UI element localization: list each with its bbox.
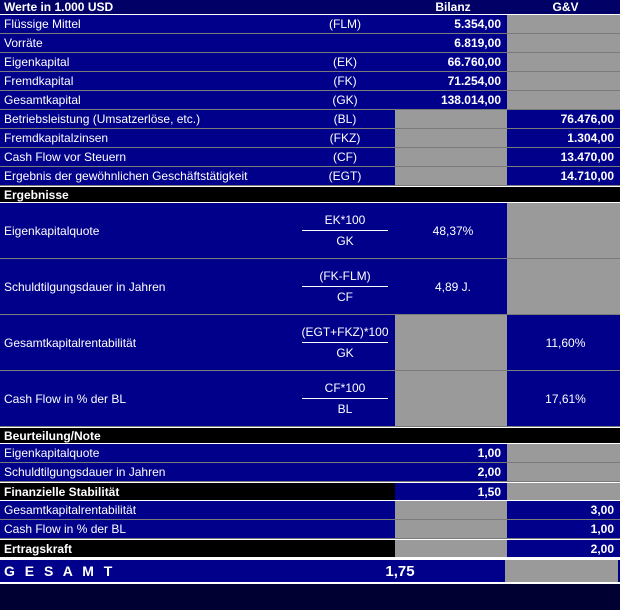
formula-divider (302, 342, 388, 343)
table-header (0, 0, 620, 15)
ratio-label: Eigenkapitalquote (0, 203, 295, 258)
formula-numerator: (EGT+FKZ)*100 (301, 325, 389, 339)
ratio-label: Cash Flow in % der BL (0, 371, 295, 426)
ratio-gv-value: 11,60% (507, 315, 620, 370)
row-gv-value (507, 53, 620, 71)
table-row (0, 167, 620, 186)
row-label: Cash Flow vor Steuern (0, 148, 295, 166)
rating-gv-note: 3,00 (507, 501, 620, 519)
rating-bilanz-note: 1,50 (395, 483, 507, 500)
formula-denominator: GK (336, 234, 354, 248)
ratio-row (0, 371, 620, 427)
ratio-gv-value: 17,61% (507, 371, 620, 426)
table-row (0, 15, 620, 34)
table-row (0, 129, 620, 148)
header-title: Werte in 1.000 USD (4, 0, 114, 14)
ratio-formula (295, 259, 395, 314)
formula-denominator: GK (336, 346, 354, 360)
total-empty-cell (505, 560, 618, 582)
ratio-formula (295, 203, 395, 258)
row-gv-value (507, 34, 620, 52)
rating-spacer (295, 483, 395, 500)
row-bilanz-value: 138.014,00 (395, 91, 507, 109)
formula-divider (302, 398, 388, 399)
rating-label: Schuldtilgungsdauer in Jahren (0, 463, 295, 481)
rating-label: Ertragskraft (4, 541, 73, 556)
formula-denominator: BL (337, 402, 353, 416)
row-label: Fremdkapitalzinsen (0, 129, 295, 147)
row-abbr: (BL) (295, 110, 395, 128)
rating-section (0, 444, 620, 558)
ratio-bilanz-value: 48,37% (395, 203, 507, 258)
results-section (0, 203, 620, 427)
ratio-bilanz-value (395, 315, 507, 370)
row-gv-value: 14.710,00 (507, 167, 620, 185)
table-row (0, 72, 620, 91)
rating-bilanz-note: 1,00 (395, 444, 507, 462)
rating-spacer (295, 520, 395, 538)
ratio-label: Gesamtkapitalrentabilität (0, 315, 295, 370)
ratio-row (0, 203, 620, 259)
rating-gv-note (507, 483, 620, 500)
row-abbr: (EK) (295, 53, 395, 71)
formula-divider (302, 230, 388, 231)
rating-spacer (295, 444, 395, 462)
rating-row (0, 444, 620, 463)
rating-label: Gesamtkapitalrentabilität (0, 501, 295, 519)
header-abbr-spacer (295, 0, 395, 14)
rating-label: Eigenkapitalquote (0, 444, 295, 462)
row-abbr: (CF) (295, 148, 395, 166)
rating-subtotal-row (0, 482, 620, 501)
section-rating-spacer3 (507, 428, 620, 443)
rating-spacer (295, 501, 395, 519)
rating-bilanz-note (395, 501, 507, 519)
row-label: Gesamtkapital (0, 91, 295, 109)
row-label: Eigenkapital (0, 53, 295, 71)
rating-gv-note (507, 444, 620, 462)
row-bilanz-value (395, 110, 507, 128)
row-gv-value (507, 15, 620, 33)
row-abbr: (GK) (295, 91, 395, 109)
section-header-rating (0, 427, 620, 444)
rating-label: Finanzielle Stabilität (4, 484, 120, 499)
row-abbr: (FK) (295, 72, 395, 90)
row-bilanz-value (395, 148, 507, 166)
row-abbr: (EGT) (295, 167, 395, 185)
rating-gv-note: 2,00 (507, 540, 620, 557)
row-label: Flüssige Mittel (0, 15, 295, 33)
section-results-spacer2 (395, 187, 507, 202)
rating-gv-note (507, 463, 620, 481)
rating-bilanz-note: 2,00 (395, 463, 507, 481)
table-row (0, 148, 620, 167)
row-label: Fremdkapital (0, 72, 295, 90)
row-bilanz-value: 6.819,00 (395, 34, 507, 52)
rating-gv-note: 1,00 (507, 520, 620, 538)
rating-spacer (295, 463, 395, 481)
row-gv-value (507, 91, 620, 109)
table-row (0, 34, 620, 53)
rating-row (0, 520, 620, 539)
ratio-bilanz-value: 4,89 J. (395, 259, 507, 314)
row-abbr (295, 34, 395, 52)
table-row (0, 53, 620, 72)
row-label: Betriebsleistung (Umsatzerlöse, etc.) (0, 110, 295, 128)
rating-row (0, 463, 620, 482)
section-rating-spacer2 (395, 428, 507, 443)
row-bilanz-value: 5.354,00 (395, 15, 507, 33)
header-gv: G&V (552, 0, 579, 14)
ratio-bilanz-value (395, 371, 507, 426)
section-header-results (0, 186, 620, 203)
row-bilanz-value: 66.760,00 (395, 53, 507, 71)
ratio-row (0, 315, 620, 371)
ratio-row (0, 259, 620, 315)
row-gv-value: 1.304,00 (507, 129, 620, 147)
ratio-formula (295, 315, 395, 370)
formula-denominator: CF (337, 290, 353, 304)
row-abbr: (FKZ) (295, 129, 395, 147)
formula-numerator: (FK-FLM) (319, 269, 371, 283)
row-bilanz-value (395, 167, 507, 185)
section-results-spacer3 (507, 187, 620, 202)
ratio-label: Schuldtilgungsdauer in Jahren (0, 259, 295, 314)
formula-numerator: EK*100 (324, 213, 366, 227)
values-section (0, 15, 620, 186)
rating-row (0, 501, 620, 520)
formula-numerator: CF*100 (324, 381, 366, 395)
ratio-gv-value (507, 259, 620, 314)
table-row (0, 91, 620, 110)
row-bilanz-value: 71.254,00 (395, 72, 507, 90)
section-results-label: Ergebnisse (4, 187, 69, 202)
row-bilanz-value (395, 129, 507, 147)
row-gv-value: 76.476,00 (507, 110, 620, 128)
ratio-gv-value (507, 203, 620, 258)
section-rating-spacer1 (295, 428, 395, 443)
rating-subtotal-row (0, 539, 620, 558)
rating-label: Cash Flow in % der BL (0, 520, 295, 538)
section-results-spacer1 (295, 187, 395, 202)
row-abbr: (FLM) (295, 15, 395, 33)
row-label: Ergebnis der gewöhnlichen Geschäftstätigkeit (0, 167, 295, 185)
table-row (0, 110, 620, 129)
total-value: 1,75 (385, 562, 415, 580)
row-gv-value (507, 72, 620, 90)
rating-bilanz-note (395, 520, 507, 538)
rating-spacer (295, 540, 395, 557)
section-rating-label: Beurteilung/Note (4, 428, 101, 443)
header-bilanz: Bilanz (435, 0, 471, 14)
bottom-bar (0, 584, 620, 590)
row-gv-value: 13.470,00 (507, 148, 620, 166)
formula-divider (302, 286, 388, 287)
total-label: G E S A M T (4, 563, 116, 579)
ratio-formula (295, 371, 395, 426)
row-label: Vorräte (0, 34, 295, 52)
rating-bilanz-note (395, 540, 507, 557)
total-row (0, 558, 620, 584)
